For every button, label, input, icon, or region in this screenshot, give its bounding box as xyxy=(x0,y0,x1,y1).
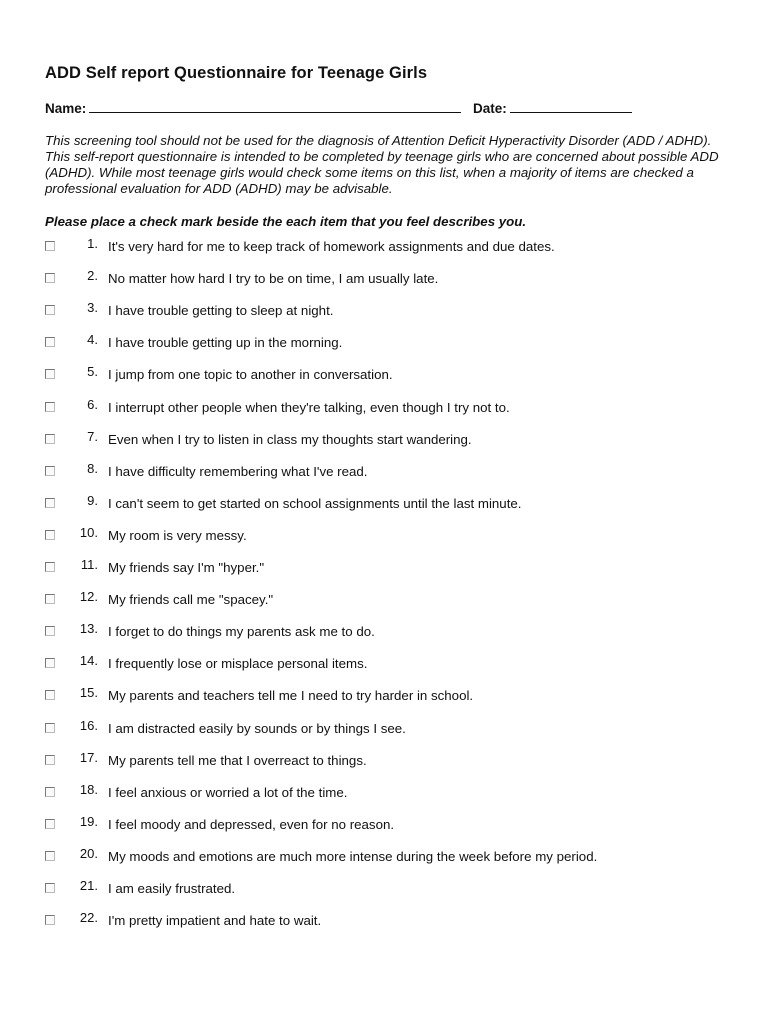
item-number: 18. xyxy=(79,781,98,797)
checkbox[interactable] xyxy=(45,755,55,765)
checklist-item xyxy=(0,300,768,332)
item-number: 16. xyxy=(79,717,98,733)
item-text: I feel moody and depressed, even for no reason. xyxy=(108,816,395,832)
date-field[interactable] xyxy=(510,100,632,113)
item-text: It's very hard for me to keep track of homework assignments and due dates. xyxy=(108,239,555,254)
item-text: I have trouble getting up in the morning. xyxy=(108,335,343,351)
checklist-item xyxy=(0,236,768,268)
checkbox[interactable] xyxy=(45,241,55,251)
checklist-item xyxy=(0,589,768,621)
checkbox[interactable] xyxy=(45,337,55,347)
item-number: 4. xyxy=(87,332,98,348)
checkbox[interactable] xyxy=(45,530,55,540)
item-text: I am easily frustrated. xyxy=(108,881,236,896)
checklist-item xyxy=(0,429,768,461)
item-number: 13. xyxy=(79,621,98,637)
checkbox[interactable] xyxy=(45,883,55,893)
checklist-item xyxy=(0,782,768,814)
checkbox[interactable] xyxy=(45,787,55,797)
item-number: 1. xyxy=(87,236,98,251)
item-text: I frequently lose or misplace personal items. xyxy=(108,656,368,672)
checklist-item xyxy=(0,910,768,942)
item-text: I jump from one topic to another in conversation. xyxy=(108,367,393,383)
checklist-item xyxy=(0,653,768,685)
checkbox[interactable] xyxy=(45,273,55,283)
checkbox[interactable] xyxy=(45,723,55,733)
checkbox[interactable] xyxy=(45,369,55,379)
checklist-item xyxy=(0,878,768,910)
checklist-item xyxy=(0,846,768,878)
checkbox[interactable] xyxy=(45,562,55,572)
item-text: My friends call me "spacey." xyxy=(108,592,274,608)
item-number: 10. xyxy=(79,524,98,540)
checklist-item xyxy=(0,750,768,782)
checklist-item xyxy=(0,557,768,589)
checklist-item xyxy=(0,493,768,525)
checkbox[interactable] xyxy=(45,851,55,861)
item-text: I forget to do things my parents ask me to do. xyxy=(108,624,375,640)
item-number: 21. xyxy=(79,878,98,893)
item-number: 7. xyxy=(87,428,98,444)
item-text: My room is very messy. xyxy=(108,527,247,543)
checklist-item xyxy=(0,461,768,493)
date-label: Date: xyxy=(473,101,507,116)
intro-paragraph: This screening tool should not be used for the diagnosis of Attention Deficit Hyperactivity Disorder (ADD / ADHD). This self-report questionnaire is intended to be completed by teenage girls who are concerned about possible ADD (ADHD). While most teenage girls would check some items on this list, when a majority of items are checked a professional evaluation for ADD (ADHD) may be advisable. xyxy=(45,133,719,196)
name-date-line xyxy=(45,100,632,116)
item-text: I feel anxious or worried a lot of the time. xyxy=(108,784,348,800)
item-number: 20. xyxy=(79,845,98,861)
item-text: My parents tell me that I overreact to things. xyxy=(108,752,367,768)
item-number: 6. xyxy=(87,396,98,412)
item-number: 5. xyxy=(87,364,98,380)
item-number: 2. xyxy=(87,268,98,284)
checklist-item xyxy=(0,685,768,717)
page-title: ADD Self report Questionnaire for Teenage Girls xyxy=(45,64,428,82)
checkbox[interactable] xyxy=(45,819,55,829)
checkbox[interactable] xyxy=(45,466,55,476)
item-text: My moods and emotions are much more intense during the week before my period. xyxy=(108,848,598,864)
checkbox[interactable] xyxy=(45,594,55,604)
checkbox[interactable] xyxy=(45,402,55,412)
item-text: I have difficulty remembering what I've read. xyxy=(108,463,368,479)
instruction-text: Please place a check mark beside the each item that you feel describes you. xyxy=(45,214,527,229)
item-number: 19. xyxy=(79,813,98,829)
item-text: I am distracted easily by sounds or by things I see. xyxy=(108,720,406,736)
item-number: 8. xyxy=(87,460,98,476)
checkbox[interactable] xyxy=(45,626,55,636)
item-text: I can't seem to get started on school assignments until the last minute. xyxy=(108,495,522,511)
checklist-item xyxy=(0,718,768,750)
checkbox[interactable] xyxy=(45,690,55,700)
checkbox[interactable] xyxy=(45,658,55,668)
checklist-item xyxy=(0,525,768,557)
item-text: No matter how hard I try to be on time, I am usually late. xyxy=(108,271,439,287)
item-number: 11. xyxy=(80,557,98,572)
item-number: 22. xyxy=(79,910,98,926)
name-field[interactable] xyxy=(89,100,461,113)
item-text: I have trouble getting to sleep at night. xyxy=(108,303,334,319)
item-number: 14. xyxy=(79,653,98,669)
item-text: Even when I try to listen in class my thoughts start wandering. xyxy=(108,431,472,447)
checklist-item xyxy=(0,364,768,396)
checkbox[interactable] xyxy=(45,305,55,315)
item-text: My friends say I'm "hyper." xyxy=(108,560,265,575)
item-number: 17. xyxy=(79,749,98,765)
checklist-item xyxy=(0,397,768,429)
checkbox[interactable] xyxy=(45,434,55,444)
checkbox[interactable] xyxy=(45,498,55,508)
item-text: My parents and teachers tell me I need to try harder in school. xyxy=(108,688,474,704)
item-text: I interrupt other people when they're talking, even though I try not to. xyxy=(108,399,510,415)
checklist-item xyxy=(0,814,768,846)
name-label: Name: xyxy=(45,101,87,116)
checklist-item xyxy=(0,621,768,653)
item-number: 15. xyxy=(79,685,98,701)
item-text: I'm pretty impatient and hate to wait. xyxy=(108,913,322,929)
checklist-item xyxy=(0,332,768,364)
checkbox[interactable] xyxy=(45,915,55,925)
checklist-item xyxy=(0,268,768,300)
item-number: 12. xyxy=(79,589,98,605)
item-number: 9. xyxy=(87,492,98,508)
item-number: 3. xyxy=(87,300,98,316)
